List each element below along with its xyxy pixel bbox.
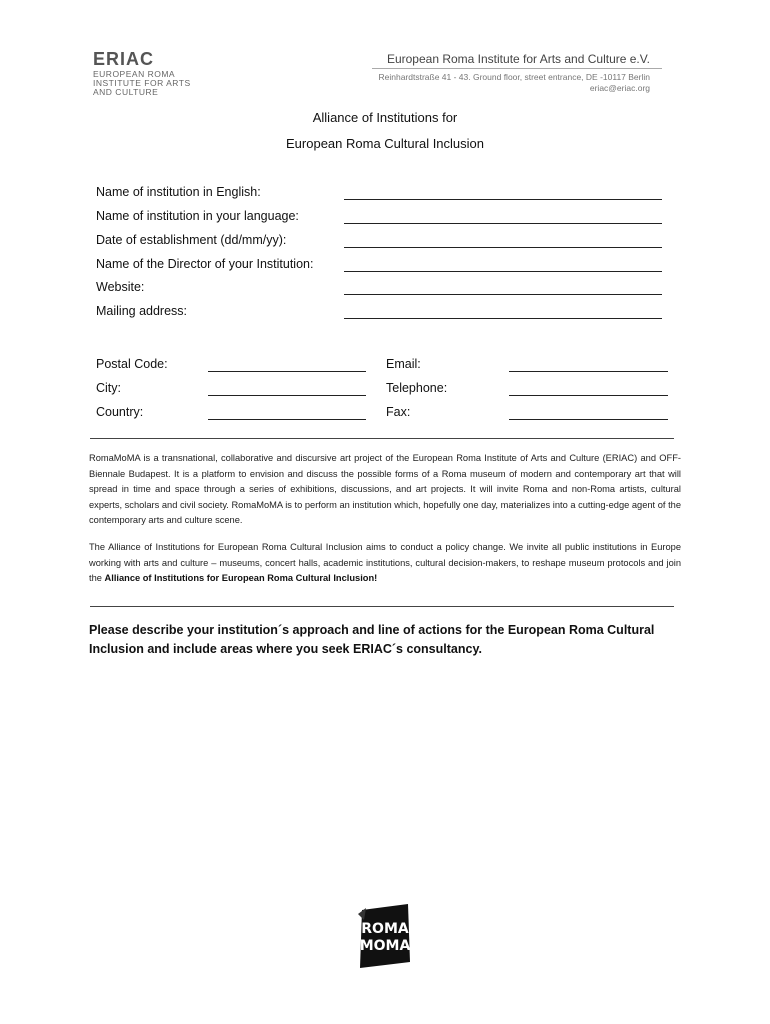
field-label-city: City:: [96, 381, 121, 395]
field-label-name-english: Name of institution in English:: [96, 185, 261, 199]
field-label-email: Email:: [386, 357, 421, 371]
field-line-telephone[interactable]: [509, 395, 668, 396]
field-line-email[interactable]: [509, 371, 668, 372]
approach-question: Please describe your institution´s approach and line of actions for the European Roma Cultural Inclusion and include areas where you seek ERIAC´s consultancy.: [89, 623, 655, 656]
header-divider: [372, 68, 662, 69]
field-line-name-local[interactable]: [344, 223, 662, 224]
field-label-telephone: Telephone:: [386, 381, 448, 395]
logo-wordmark: ERIAC: [93, 49, 155, 69]
eriac-logo: [93, 50, 191, 97]
field-label-establishment-date: Date of establishment (dd/mm/yy):: [96, 233, 287, 247]
field-line-fax[interactable]: [509, 419, 668, 420]
field-line-postal-code[interactable]: [208, 371, 366, 372]
alliance-name-bold: Alliance of Institutions for European Roma Cultural Inclusion!: [104, 573, 378, 584]
field-label-fax: Fax:: [386, 405, 411, 419]
org-name: European Roma Institute for Arts and Culture e.V.: [386, 52, 650, 66]
alliance-paragraph: [89, 540, 681, 587]
alliance-paragraph-text: The Alliance of Institutions for European Roma Cultural Inclusion aims to conduct a policy change. We invite all public institutions in Europe working with arts and culture – museums, concert halls, academic institutions, cultural decision-makers, to reshape museum protocols and join the: [89, 542, 681, 584]
field-line-establishment-date[interactable]: [344, 247, 662, 248]
org-email: eriac@eriac.org: [589, 83, 650, 93]
org-address-block: [378, 72, 650, 94]
section-divider: [90, 438, 674, 439]
romamoma-logo: [354, 900, 414, 972]
field-line-mailing-address[interactable]: [344, 318, 662, 319]
document-title-line1: Alliance of Institutions for: [312, 110, 458, 125]
field-line-website[interactable]: [344, 294, 662, 295]
field-label-name-local: Name of institution in your language:: [96, 209, 299, 223]
field-line-country[interactable]: [208, 419, 366, 420]
field-label-mailing-address: Mailing address:: [96, 304, 188, 318]
intro-paragraph: RomaMoMA is a transnational, collaborative and discursive art project of the European Roma Institute of Arts and Culture (ERIAC) and OFF-Biennale Budapest. It is a platform to envision and discuss the possible forms of a Roma museum of modern and contemporary art that will spread in time and space through a series of exhibitions, discussions, and art projects. It will invite Roma and non-Roma artists, cultural experts, scholars and civil society. RomaMoMA is to perform an institution which, hopefully one day, materializes into a cutting-edge agent of the contemporary arts and culture scene.: [89, 453, 681, 526]
field-line-name-english[interactable]: [344, 199, 662, 200]
logo-text-roma: ROMA: [361, 921, 409, 937]
field-label-country: Country:: [96, 405, 144, 419]
field-label-postal-code: Postal Code:: [96, 357, 168, 371]
org-address: Reinhardtstraße 41 - 43. Ground floor, street entrance, DE -10117 Berlin: [378, 72, 650, 82]
field-label-website: Website:: [96, 280, 145, 294]
field-line-city[interactable]: [208, 395, 366, 396]
logo-subtitle: EUROPEAN ROMA INSTITUTE FOR ARTS AND CULTURE: [93, 69, 191, 97]
logo-text-moma: MOMA: [359, 938, 411, 954]
field-label-director: Name of the Director of your Institution:: [96, 257, 314, 271]
document-title-line2: European Roma Cultural Inclusion: [286, 136, 484, 151]
field-line-director[interactable]: [344, 271, 662, 272]
section-divider: [90, 606, 674, 607]
org-header: [387, 52, 650, 66]
